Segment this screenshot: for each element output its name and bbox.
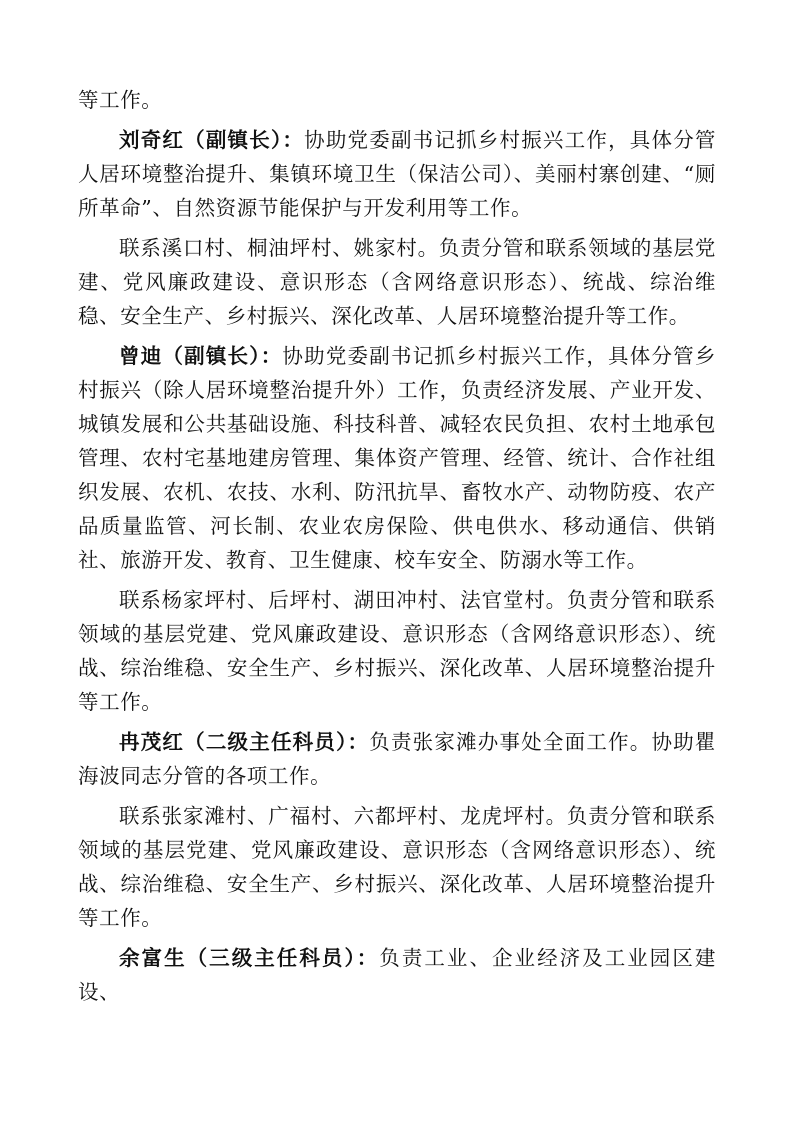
paragraph-text: 联系杨家坪村、后坪村、湖田冲村、法官堂村。负责分管和联系领域的基层党建、党风廉政建设、意识形态（含网络意识形态）、统战、综治维稳、安全生产、乡村振兴、深化改革、人居环境整治提升等工作。 bbox=[78, 588, 716, 714]
person-title: 冉茂红（二级主任科员）： bbox=[119, 730, 370, 754]
paragraph-text: 负责张家滩办事处全面工作。协助瞿海波同志分管的各项工作。 bbox=[78, 730, 716, 788]
paragraph-yu-fusheng-duties bbox=[78, 941, 716, 1009]
person-title: 余富生（三级主任科员）： bbox=[119, 946, 380, 970]
paragraph-text: 负责工业、企业经济及工业园区建设、 bbox=[78, 946, 716, 1004]
paragraph-ran-maohong-contacts bbox=[78, 799, 716, 935]
paragraph-text: 协助党委副书记抓乡村振兴工作，具体分管人居环境整治提升、集镇环境卫生（保洁公司）、美丽村寨创建、“厕所革命”、自然资源节能保护与开发利用等工作。 bbox=[78, 128, 716, 220]
paragraph-text: 协助党委副书记抓乡村振兴工作，具体分管乡村振兴（除人居环境整治提升外）工作，负责经济发展、产业开发、城镇发展和公共基础设施、科技科普、减轻农民负担、农村土地承包管理、农村宅基地建房管理、集体资产管理、经管、统计、合作社组织发展、农机、农技、水利、防汛抗旱、畜牧水产、动物防疫、农产品质量监管、河长制、农业农房保险、供电供水、移动通信、供销社、旅游开发、教育、卫生健康、校车安全、防溺水等工作。 bbox=[78, 344, 716, 572]
person-title: 刘奇红（副镇长）： bbox=[119, 128, 305, 152]
paragraph-text: 联系张家滩村、广福村、六都坪村、龙虎坪村。负责分管和联系领域的基层党建、党风廉政建设、意识形态（含网络意识形态）、统战、综治维稳、安全生产、乡村振兴、深化改革、人居环境整治提升等工作。 bbox=[78, 804, 716, 930]
paragraph-zeng-di-duties bbox=[78, 339, 716, 577]
paragraph-ran-maohong-duties bbox=[78, 725, 716, 793]
paragraph-continuation bbox=[78, 83, 716, 117]
document-page bbox=[78, 83, 716, 1015]
paragraph-zeng-di-contacts bbox=[78, 583, 716, 719]
paragraph-text: 等工作。 bbox=[78, 88, 163, 112]
person-title: 曾迪（副镇长）： bbox=[119, 344, 283, 368]
paragraph-liu-qihong-duties bbox=[78, 123, 716, 225]
paragraph-liu-qihong-contacts bbox=[78, 231, 716, 333]
paragraph-text: 联系溪口村、桐油坪村、姚家村。负责分管和联系领域的基层党建、党风廉政建设、意识形态（含网络意识形态）、统战、综治维稳、安全生产、乡村振兴、深化改革、人居环境整治提升等工作。 bbox=[78, 236, 716, 328]
